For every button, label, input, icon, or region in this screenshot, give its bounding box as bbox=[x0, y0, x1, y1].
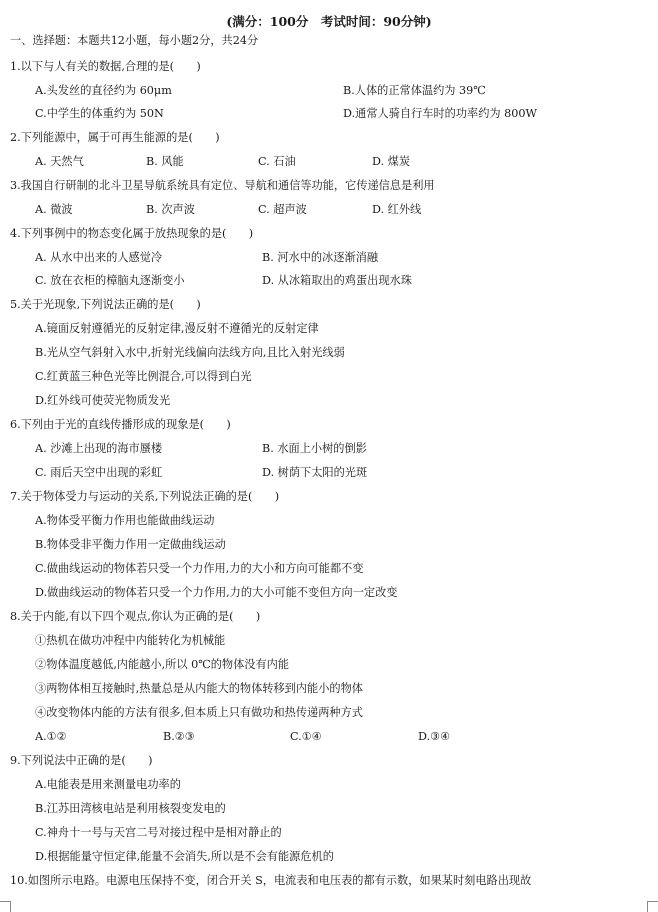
option: C.做曲线运动的物体若只受一个力作用,力的大小和方向可能都不变 bbox=[35, 562, 364, 575]
option: A. 沙滩上出现的海市蜃楼 bbox=[35, 442, 163, 455]
question-stem: 3.我国自行研制的北斗卫星导航系统具有定位、导航和通信等功能，它传递信息是利用 bbox=[10, 179, 435, 192]
option: D. 从冰箱取出的鸡蛋出现水珠 bbox=[262, 274, 412, 287]
option: A.电能表是用来测量电功率的 bbox=[35, 778, 181, 791]
option: B.物体受非平衡力作用一定做曲线运动 bbox=[35, 538, 226, 551]
option: D. 红外线 bbox=[372, 203, 422, 216]
option: C. 石油 bbox=[258, 155, 296, 168]
option: A.镜面反射遵循光的反射定律,漫反射不遵循光的反射定律 bbox=[35, 322, 319, 335]
option: A.①② bbox=[35, 730, 67, 743]
option: B. 河水中的冰逐渐消融 bbox=[262, 251, 379, 264]
option: A. 天然气 bbox=[35, 155, 84, 168]
statement: ①热机在做功冲程中内能转化为机械能 bbox=[35, 634, 226, 647]
exam-header: (满分：100分 考试时间：90分钟) bbox=[226, 14, 432, 29]
option: D. 煤炭 bbox=[372, 155, 411, 168]
option: C. 雨后天空中出现的彩虹 bbox=[35, 466, 163, 479]
question-stem: 1.以下与人有关的数据,合理的是( ) bbox=[10, 60, 201, 73]
option: B. 风能 bbox=[146, 155, 184, 168]
question-stem: 6.下列由于光的直线传播形成的现象是( ) bbox=[10, 418, 231, 431]
question-stem: 8.关于内能,有以下四个观点,你认为正确的是( ) bbox=[10, 610, 261, 623]
question-stem: 4.下列事例中的物态变化属于放热现象的是( ) bbox=[10, 227, 254, 240]
option: C. 超声波 bbox=[258, 203, 307, 216]
page-corner-mark bbox=[0, 901, 11, 912]
option: B.人体的正常体温约为 39℃ bbox=[343, 84, 486, 97]
option: C.红黄蓝三种色光等比例混合,可以得到白光 bbox=[35, 370, 252, 383]
option: D.通常人骑自行车时的功率约为 800W bbox=[343, 107, 537, 120]
option: C. 放在衣柜的樟脑丸逐渐变小 bbox=[35, 274, 185, 287]
option: B.②③ bbox=[163, 730, 195, 743]
option: D. 树荫下太阳的光斑 bbox=[262, 466, 368, 479]
option: A. 从水中出来的人感觉冷 bbox=[35, 251, 163, 264]
question-stem: 7.关于物体受力与运动的关系,下列说法正确的是( ) bbox=[10, 490, 280, 503]
option: A. 微波 bbox=[35, 203, 73, 216]
option: A.物体受平衡力作用也能做曲线运动 bbox=[35, 514, 215, 527]
option: C.①④ bbox=[290, 730, 322, 743]
option: D.做曲线运动的物体若只受一个力作用,力的大小可能不变但方向一定改变 bbox=[35, 586, 398, 599]
statement: ③两物体相互接触时,热量总是从内能大的物体转移到内能小的物体 bbox=[35, 682, 363, 695]
option: C.中学生的体重约为 50N bbox=[35, 107, 164, 120]
section-title: 一、选择题：本题共12小题，每小题2分，共24分 bbox=[10, 34, 259, 47]
option: D.③④ bbox=[418, 730, 451, 743]
option: B. 水面上小树的倒影 bbox=[262, 442, 367, 455]
page-corner-mark bbox=[647, 901, 658, 912]
statement: ②物体温度越低,内能越小,所以 0℃的物体没有内能 bbox=[35, 658, 290, 671]
question-stem: 10.如图所示电路。电源电压保持不变，闭合开关 S，电流表和电压表的都有示数，如果某时刻电路出现故 bbox=[10, 874, 532, 887]
statement: ④改变物体内能的方法有很多,但本质上只有做功和热传递两种方式 bbox=[35, 706, 363, 719]
option: D.红外线可使荧光物质发光 bbox=[35, 394, 171, 407]
option: D.根据能量守恒定律,能量不会消失,所以是不会有能源危机的 bbox=[35, 850, 334, 863]
question-stem: 9.下列说法中正确的是( ) bbox=[10, 754, 153, 767]
option: B.光从空气斜射入水中,折射光线偏向法线方向,且比入射光线弱 bbox=[35, 346, 345, 359]
question-stem: 5.关于光现象,下列说法正确的是( ) bbox=[10, 298, 201, 311]
option: C.神舟十一号与天宫二号对接过程中是相对静止的 bbox=[35, 826, 282, 839]
option: B. 次声波 bbox=[146, 203, 195, 216]
question-stem: 2.下列能源中，属于可再生能源的是( ) bbox=[10, 131, 220, 144]
option: A.头发丝的直径约为 60μm bbox=[35, 84, 172, 97]
option: B.江苏田湾核电站是利用核裂变发电的 bbox=[35, 802, 226, 815]
